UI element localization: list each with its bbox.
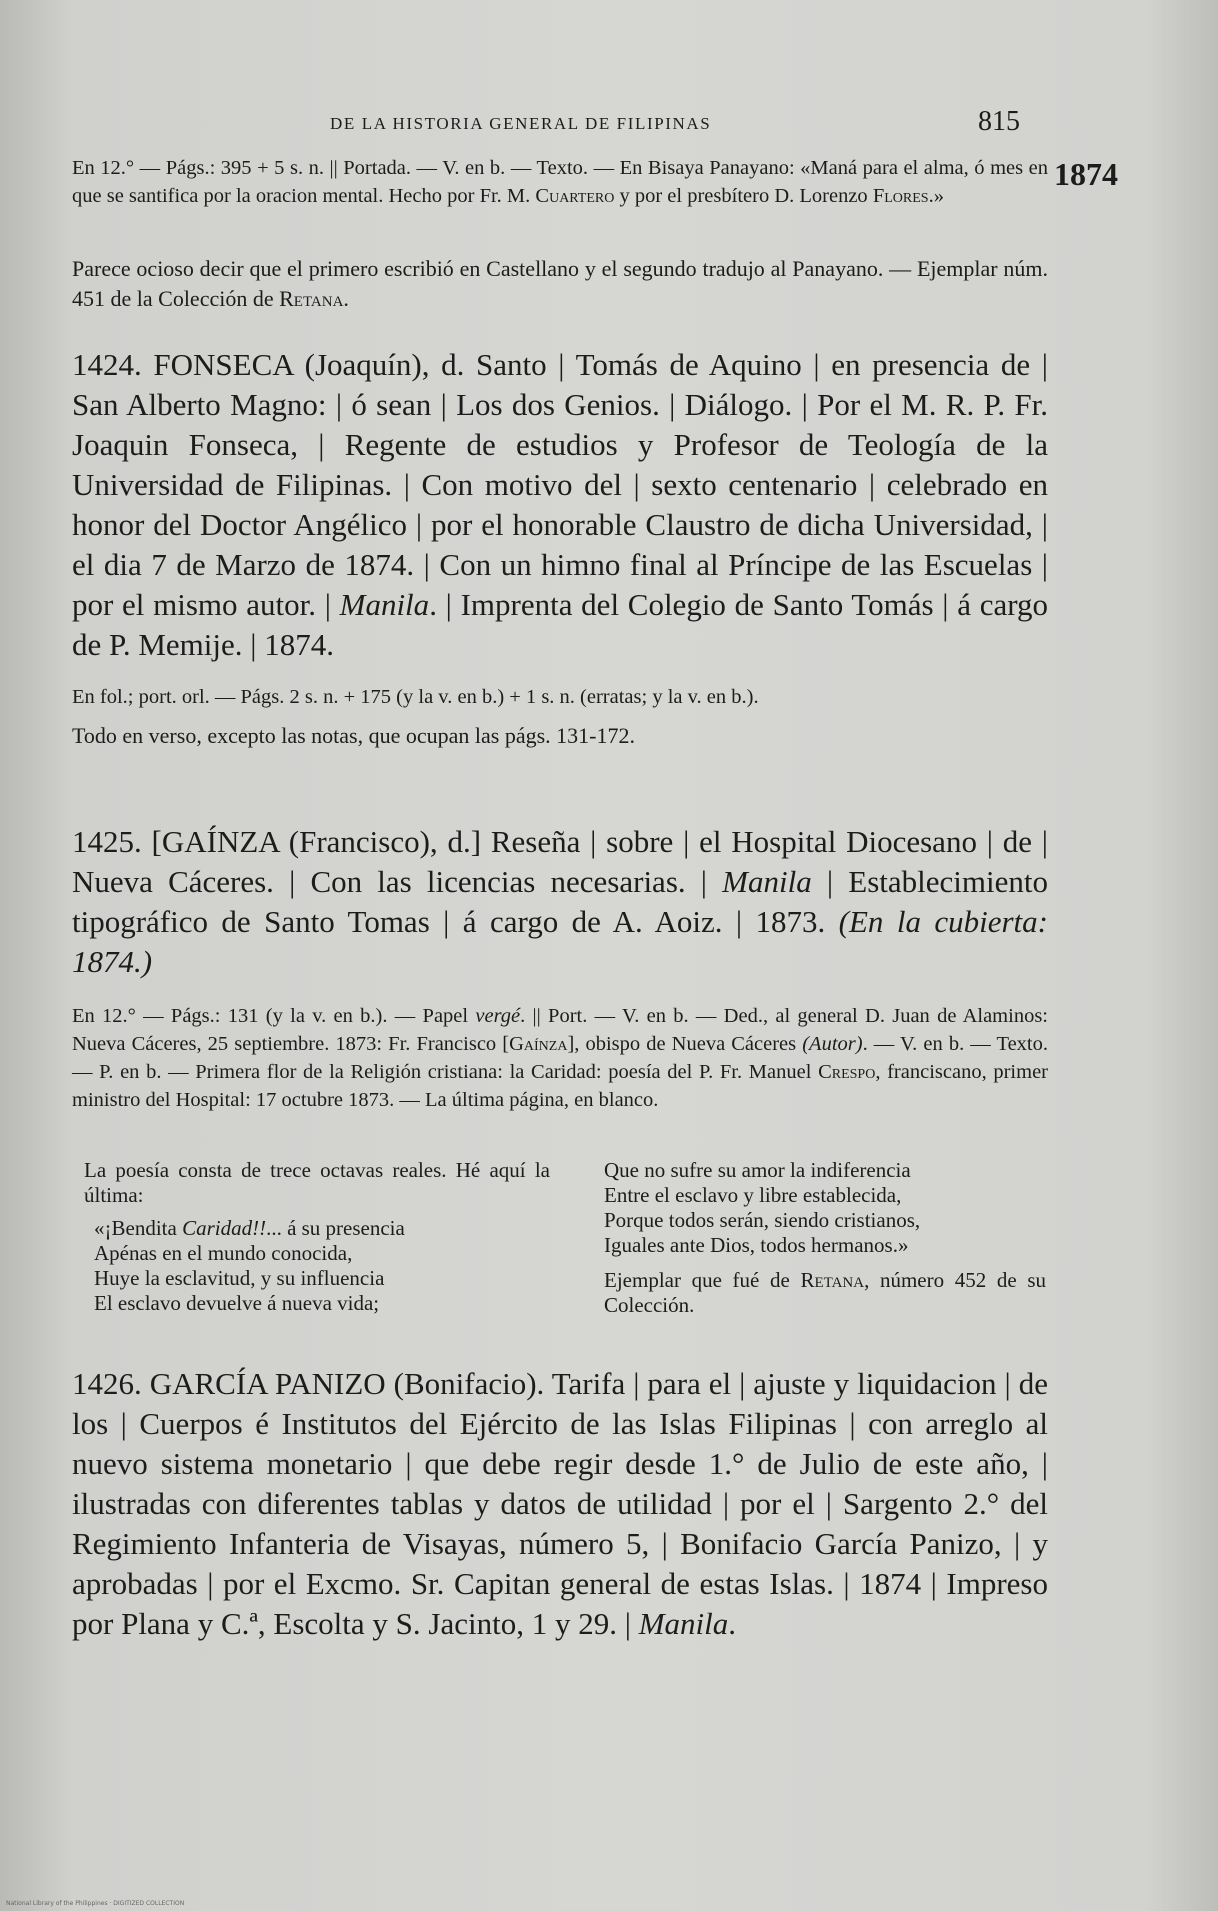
page-header (0, 106, 1218, 146)
note-text: Parece ocioso decir que el primero escribió en Castellano y el segundo tradujo al Panayano. — Ejemplar núm. 451 de la Colección de Retana. (72, 256, 1048, 311)
entry-1426 (72, 1364, 1048, 1644)
collector-name: Retana (279, 286, 344, 311)
entry-1424 (72, 345, 1048, 751)
entry-1425 (72, 822, 1048, 1114)
verse-line: Porque todos serán, siendo cristianos, (604, 1208, 921, 1232)
poem-intro: La poesía consta de trece octavas reales. Hé aquí la última: (84, 1158, 550, 1207)
verse-line: Iguales ante Dios, todos hermanos.» (604, 1233, 909, 1257)
verse-line: Entre el esclavo y libre establecida, (604, 1183, 902, 1207)
author-name: Cuartero (535, 185, 615, 207)
poem-stanza (94, 1216, 550, 1316)
entry-1424-collation: En fol.; port. orl. — Págs. 2 s. n. + 175 (y la v. en b.) + 1 s. n. (erratas; y la v. en b.). (72, 686, 759, 708)
verse-line: Apénas en el mundo conocida, (94, 1241, 353, 1265)
verse-line: «¡Bendita Caridad!!... á su presencia (94, 1216, 405, 1240)
digitization-footer: National Library of the Philippines · DIGITIZED COLLECTION (6, 1900, 185, 1907)
verse-line: El esclavo devuelve á nueva vida; (94, 1291, 380, 1315)
margin-year: 1874 (1054, 156, 1118, 192)
poem-left-column (84, 1158, 550, 1316)
verse-line: Huye la esclavitud, y su influencia (94, 1266, 385, 1290)
copy-note: Ejemplar que fué de Retana, número 452 de su Colección. (604, 1268, 1046, 1317)
author-name: Flores (872, 185, 929, 207)
entry-1425-body: 1425. [GAÍNZA (Francisco), d.] Reseña | sobre | el Hospital Diocesano | de | Nueva Cáceres. | Con las licencias necesarias. | Manila | Establecimiento tipográfico de Santo Tomas | á cargo de A. Aoiz. | 1873. (En la cubierta: 1874.) (72, 824, 1048, 979)
entry-1424-note: Todo en verso, excepto las notas, que ocupan las págs. 131-172. (72, 723, 635, 748)
entry-1425-collation: En 12.° — Págs.: 131 (y la v. en b.). — Papel vergé. || Port. — V. en b. — Ded., al general D. Juan de Alaminos: Nueva Cáceres, 25 septiembre. 1873: Fr. Francisco [Gaínza], obispo de Nueva Cáceres (Autor). — V. en b. — Texto. — P. en b. — Primera flor de la Religión cristiana: la Caridad: poesía del P. Fr. Manuel Crespo, franciscano, primer ministro del Hospital: 17 octubre 1873. — La última página, en blanco. (72, 1005, 1048, 1111)
entry-1426-body: 1426. GARCÍA PANIZO (Bonifacio). Tarifa | para el | ajuste y liquidacion | de los | Cuerpos é Institutos del Ejército de las Islas Filipinas | con arreglo al nuevo sistema monetario | que debe regir desde 1.° de Julio de este año, | ilustradas con diferentes tablas y datos de utilidad | por el | Sargento 2.° del Regimiento Infanteria de Visayas, número 5, | Bonifacio García Panizo, | y aprobadas | por el Excmo. Sr. Capitan general de estas Islas. | 1874 | Impreso por Plana y C.ª, Escolta y S. Jacinto, 1 y 29. | Manila. (72, 1366, 1048, 1641)
verse-line: Que no sufre su amor la indiferencia (604, 1158, 911, 1182)
page-number: 815 (978, 106, 1020, 137)
poem-columns (84, 1158, 1046, 1336)
collation-text: En 12.° — Págs.: 395 + 5 s. n. || Portada. — V. en b. — Texto. — En Bisaya Panayano: «Maná para el alma, ó mes en que se santifica por la oracion mental. Hecho por Fr. M. Cuartero y por el presbítero D. Lorenzo Flores.» (72, 157, 1048, 207)
previous-entry-note (72, 254, 1048, 314)
entry-1424-body: 1424. FONSECA (Joaquín), d. Santo | Tomás de Aquino | en presencia de | San Alberto Magno: | ó sean | Los dos Genios. | Diálogo. | Por el M. R. P. Fr. Joaquin Fonseca, | Regente de estudios y Profesor de Teología de la Universidad de Filipinas. | Con motivo del | sexto centenario | celebrado en honor del Doctor Angélico | por el honorable Claustro de dicha Universidad, | el dia 7 de Marzo de 1874. | Con un himno final al Príncipe de las Escuelas | por el mismo autor. | Manila. | Imprenta del Colegio de Santo Tomás | á cargo de P. Memije. | 1874. (72, 347, 1048, 662)
poem-right-column (604, 1158, 1046, 1318)
running-head: DE LA HISTORIA GENERAL DE FILIPINAS (330, 114, 712, 133)
previous-entry-collation (72, 154, 1048, 210)
